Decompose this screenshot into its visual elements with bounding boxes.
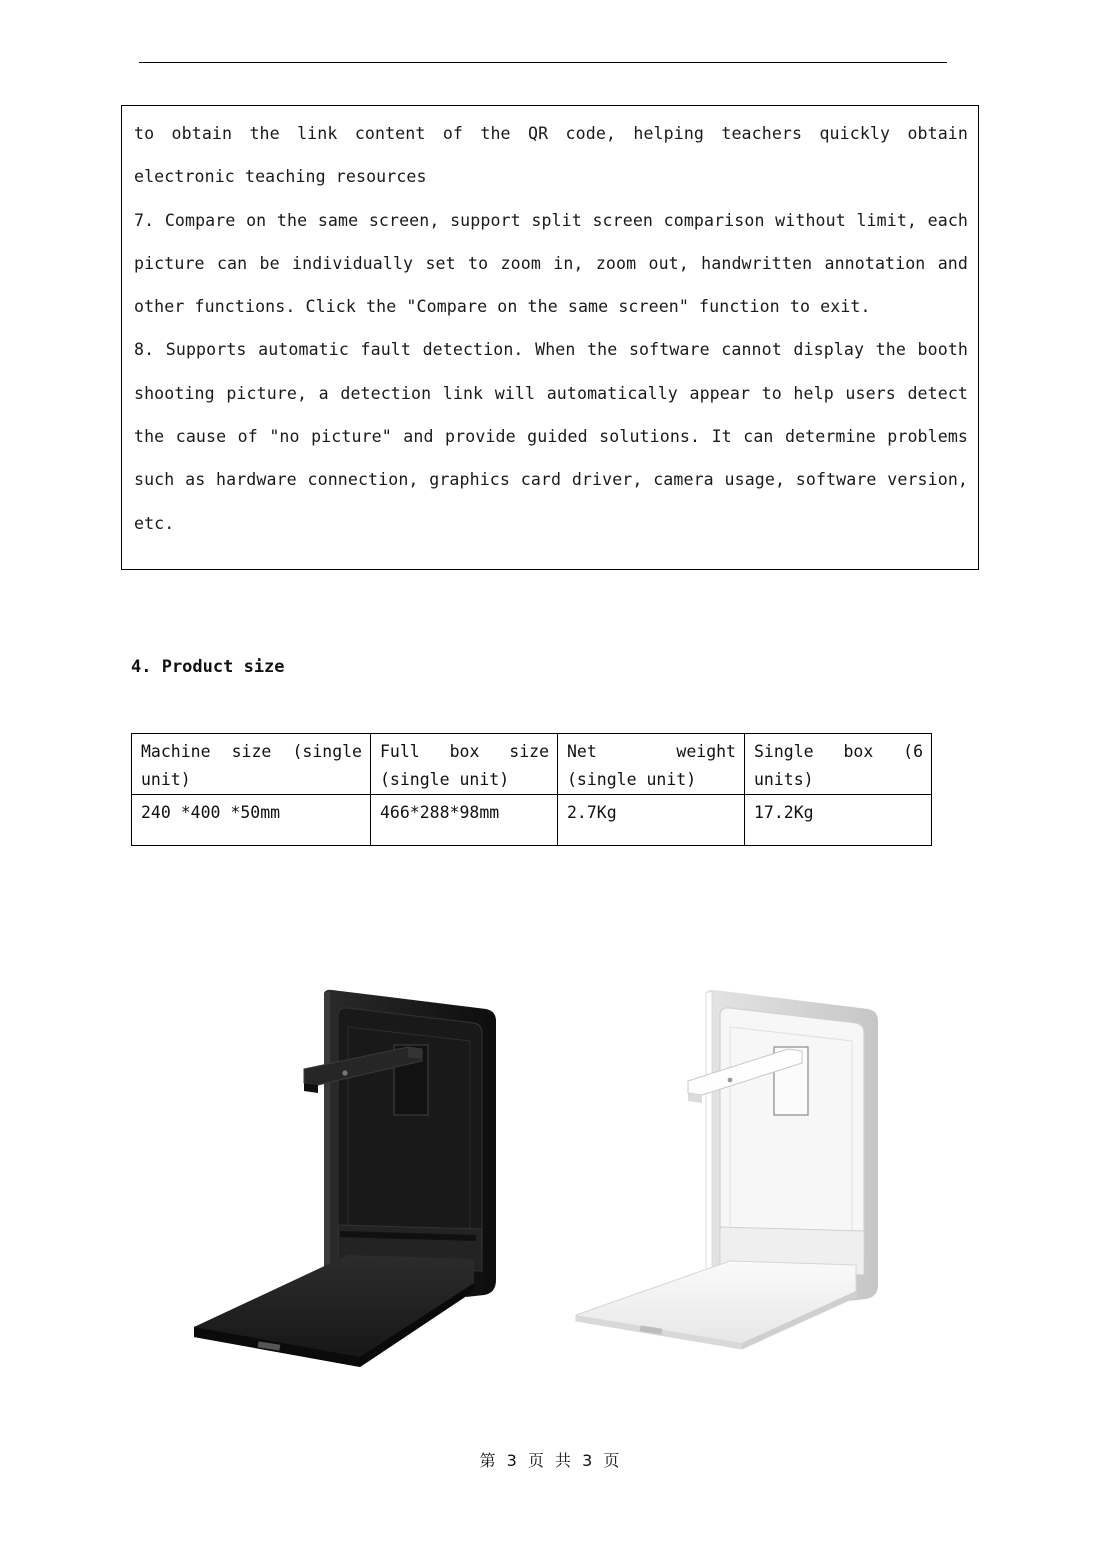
product-size-table: [131, 733, 932, 846]
paragraph-item-7: 7. Compare on the same screen, support split screen comparison without limit, each picture can be individually set to zoom in, zoom out, handwritten annotation and other functions. Click the "Compare on the same screen" function to exit.: [134, 210, 968, 317]
black-visualizer-image: [194, 990, 496, 1367]
table-row: [132, 795, 932, 846]
section-title-product-size: 4. Product size: [131, 657, 285, 677]
continuation-text-box: [121, 105, 979, 570]
product-photos-svg: [180, 975, 900, 1395]
header-single-box: Single box (6 units): [745, 734, 932, 795]
white-visualizer-image: [576, 990, 878, 1349]
table-header-row: [132, 734, 932, 795]
product-photos: [180, 975, 900, 1395]
value-net-weight: 2.7Kg: [558, 795, 745, 846]
header-net-weight: Net weight (single unit): [558, 734, 745, 795]
paragraph-qr-continuation: to obtain the link content of the QR code, helping teachers quickly obtain electronic teaching resources: [134, 124, 968, 187]
paragraph-item-8: 8. Supports automatic fault detection. When the software cannot display the booth shooting picture, a detection link will automatically appear to help users detect the cause of "no picture" and provide guided solutions. It can determine problems such as hardware connection, graphics card driver, camera usage, software version, etc.: [134, 340, 968, 533]
header-rule: [139, 62, 947, 63]
value-machine-size: 240 *400 *50mm: [132, 795, 371, 846]
page-footer: 第 3 页 共 3 页: [479, 1451, 623, 1470]
header-machine-size: Machine size (single unit): [132, 734, 371, 795]
value-single-box: 17.2Kg: [745, 795, 932, 846]
header-full-box-size: Full box size (single unit): [371, 734, 558, 795]
value-full-box-size: 466*288*98mm: [371, 795, 558, 846]
